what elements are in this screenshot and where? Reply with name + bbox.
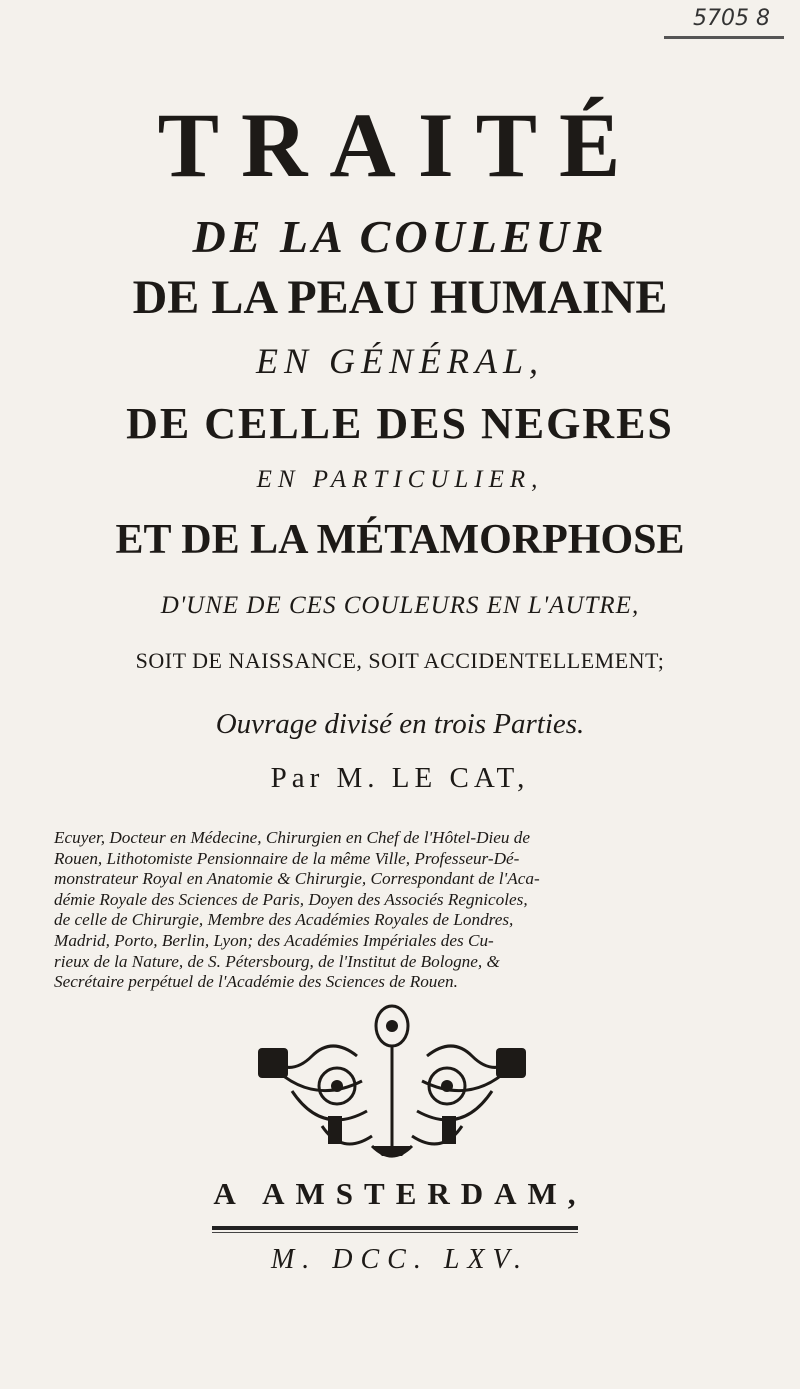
subtitle: Ouvrage divisé en trois Parties. [215,708,585,740]
shelfmark: 5705 8 [693,6,770,31]
imprint-place: A AMSTERDAM, [213,1176,587,1211]
credentials-line: monstrateur Royal en Anatomie & Chirurgie, Correspondant de l'Aca- [54,869,540,889]
imprint-date: M. DCC. LXV. [270,1244,530,1275]
title-line-4: EN GÉNÉRAL, [256,341,544,381]
author-credentials [54,828,754,993]
credentials-line: Secrétaire perpétuel de l'Académie des Sciences de Rouen. [54,972,458,992]
credentials-line: Ecuyer, Docteur en Médecine, Chirurgien en Chef de l'Hôtel-Dieu de [54,828,531,847]
credentials-line: rieux de la Nature, de S. Pétersbourg, de l'Institut de Bologne, & [54,951,500,971]
shelfmark-rule [664,36,784,39]
title-line-9: SOIT DE NAISSANCE, SOIT ACCIDENTELLEMENT; [135,648,665,673]
credentials-line: démie Royale des Sciences de Paris, Doyen des Associés Regnicoles, [54,889,528,909]
title-line-2: DE LA COULEUR [192,211,608,262]
credentials-line: de celle de Chirurgie, Membre des Académies Royales de Londres, [54,910,514,930]
printers-device-ornament-icon [252,996,532,1166]
title-line-7: ET DE LA MÉTAMORPHOSE [115,517,685,563]
title-line-5: DE CELLE DES NEGRES [126,399,674,448]
title-line-1: TRAITÉ [157,94,643,196]
author-line: Par M. LE CAT, [270,762,530,794]
title-line-3: DE LA PEAU HUMAINE [132,271,668,324]
imprint-rule-thick [212,1226,578,1230]
credentials-line: Rouen, Lithotomiste Pensionnaire de la même Ville, Professeur-Dé- [54,848,520,868]
title-line-6: EN PARTICULIER, [256,466,544,493]
imprint-rule-thin [212,1232,578,1233]
credentials-line: Madrid, Porto, Berlin, Lyon; des Académies Impériales des Cu- [54,930,494,950]
title-line-8: D'UNE DE CES COULEURS EN L'AUTRE, [160,592,640,619]
